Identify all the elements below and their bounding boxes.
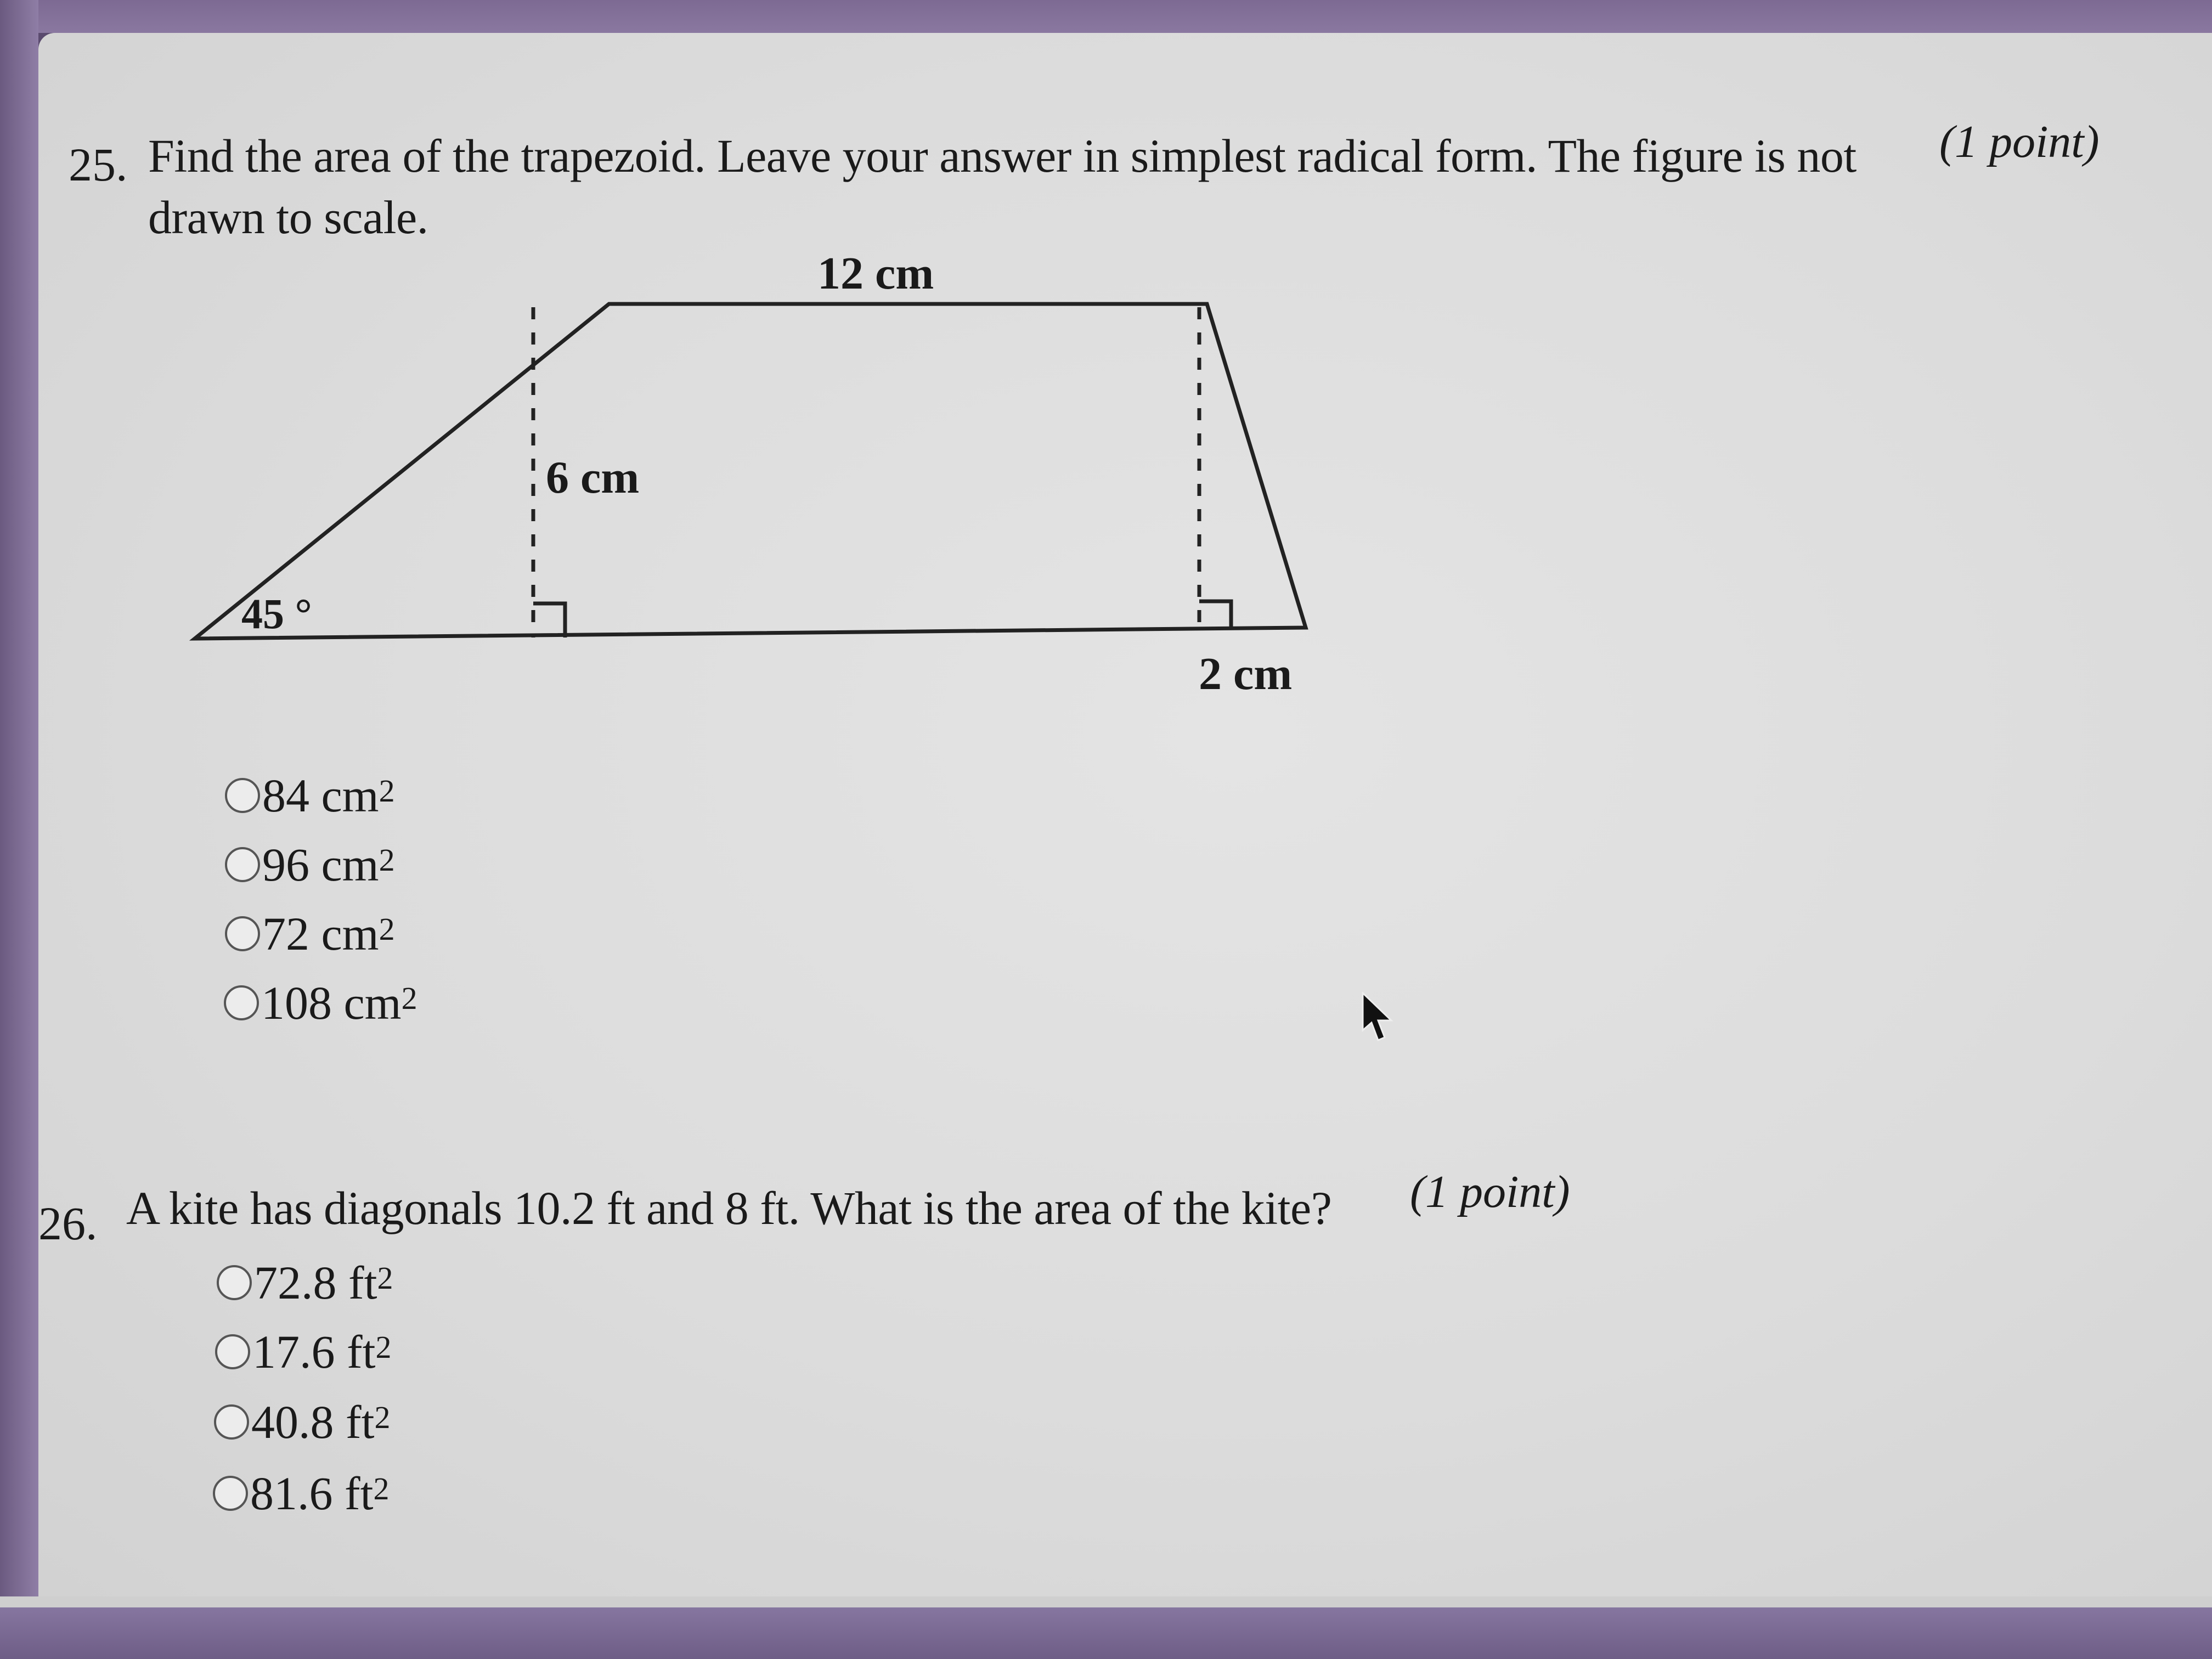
radio-button[interactable]: [213, 1476, 248, 1511]
q26-option-1[interactable]: 72.8 ft $^2$: [217, 1255, 393, 1310]
trapezoid-outline: [195, 304, 1306, 639]
radio-button[interactable]: [225, 847, 260, 882]
bottom-segment-label: 2 cm: [1199, 648, 1293, 699]
window-frame-bottom: [0, 1596, 2212, 1659]
radio-button[interactable]: [214, 1404, 249, 1440]
question-25-text-line2: drawn to scale.: [148, 191, 428, 244]
option-label: 108 cm: [261, 977, 402, 1029]
question-26-text: A kite has diagonals 10.2 ft and 8 ft. What is the area of the kite?: [126, 1182, 1332, 1234]
question-26-points: (1 point): [1410, 1166, 1570, 1217]
radio-button[interactable]: [224, 985, 259, 1020]
question-25-text-line1: Find the area of the trapezoid. Leave your answer in simplest radical form. The figure is not: [148, 129, 1857, 182]
option-label: 40.8 ft: [251, 1396, 375, 1448]
option-label: 72.8 ft: [254, 1256, 377, 1309]
option-label: 96 cm: [262, 838, 379, 891]
q26-option-2[interactable]: 17.6 ft $^2$: [215, 1324, 392, 1379]
q25-option-1[interactable]: 84 cm $^2$: [225, 768, 395, 823]
top-base-label: 12 cm: [817, 248, 934, 299]
q25-option-3[interactable]: 72 cm $^2$: [225, 906, 395, 961]
question-25-points: (1 point): [1939, 116, 2100, 167]
q25-option-2[interactable]: 96 cm $^2$: [225, 837, 395, 892]
radio-button[interactable]: [215, 1334, 250, 1369]
radio-button[interactable]: [225, 916, 260, 951]
right-angle-mark-left: [533, 603, 565, 637]
quiz-page: [38, 33, 2212, 1596]
radio-button[interactable]: [225, 778, 260, 813]
question-25-number: 25.: [69, 138, 128, 191]
height-label: 6 cm: [546, 452, 640, 503]
q26-option-3[interactable]: 40.8 ft $^2$: [214, 1395, 391, 1449]
option-label: 84 cm: [262, 769, 379, 822]
window-frame-left: [0, 0, 38, 1659]
question-26-number: 26.: [38, 1197, 98, 1250]
right-angle-mark-right: [1199, 601, 1231, 629]
angle-label: 45 °: [241, 590, 312, 637]
option-label: 81.6 ft: [250, 1467, 374, 1520]
option-label: 17.6 ft: [252, 1325, 376, 1378]
option-label: 72 cm: [262, 907, 379, 960]
q25-option-4[interactable]: 108 cm $^2$: [224, 975, 417, 1030]
q26-option-4[interactable]: 81.6 ft $^2$: [213, 1466, 390, 1521]
window-frame-top: [0, 0, 2212, 33]
arrow-pointer-icon: [1361, 992, 1399, 1047]
radio-button[interactable]: [217, 1265, 252, 1300]
